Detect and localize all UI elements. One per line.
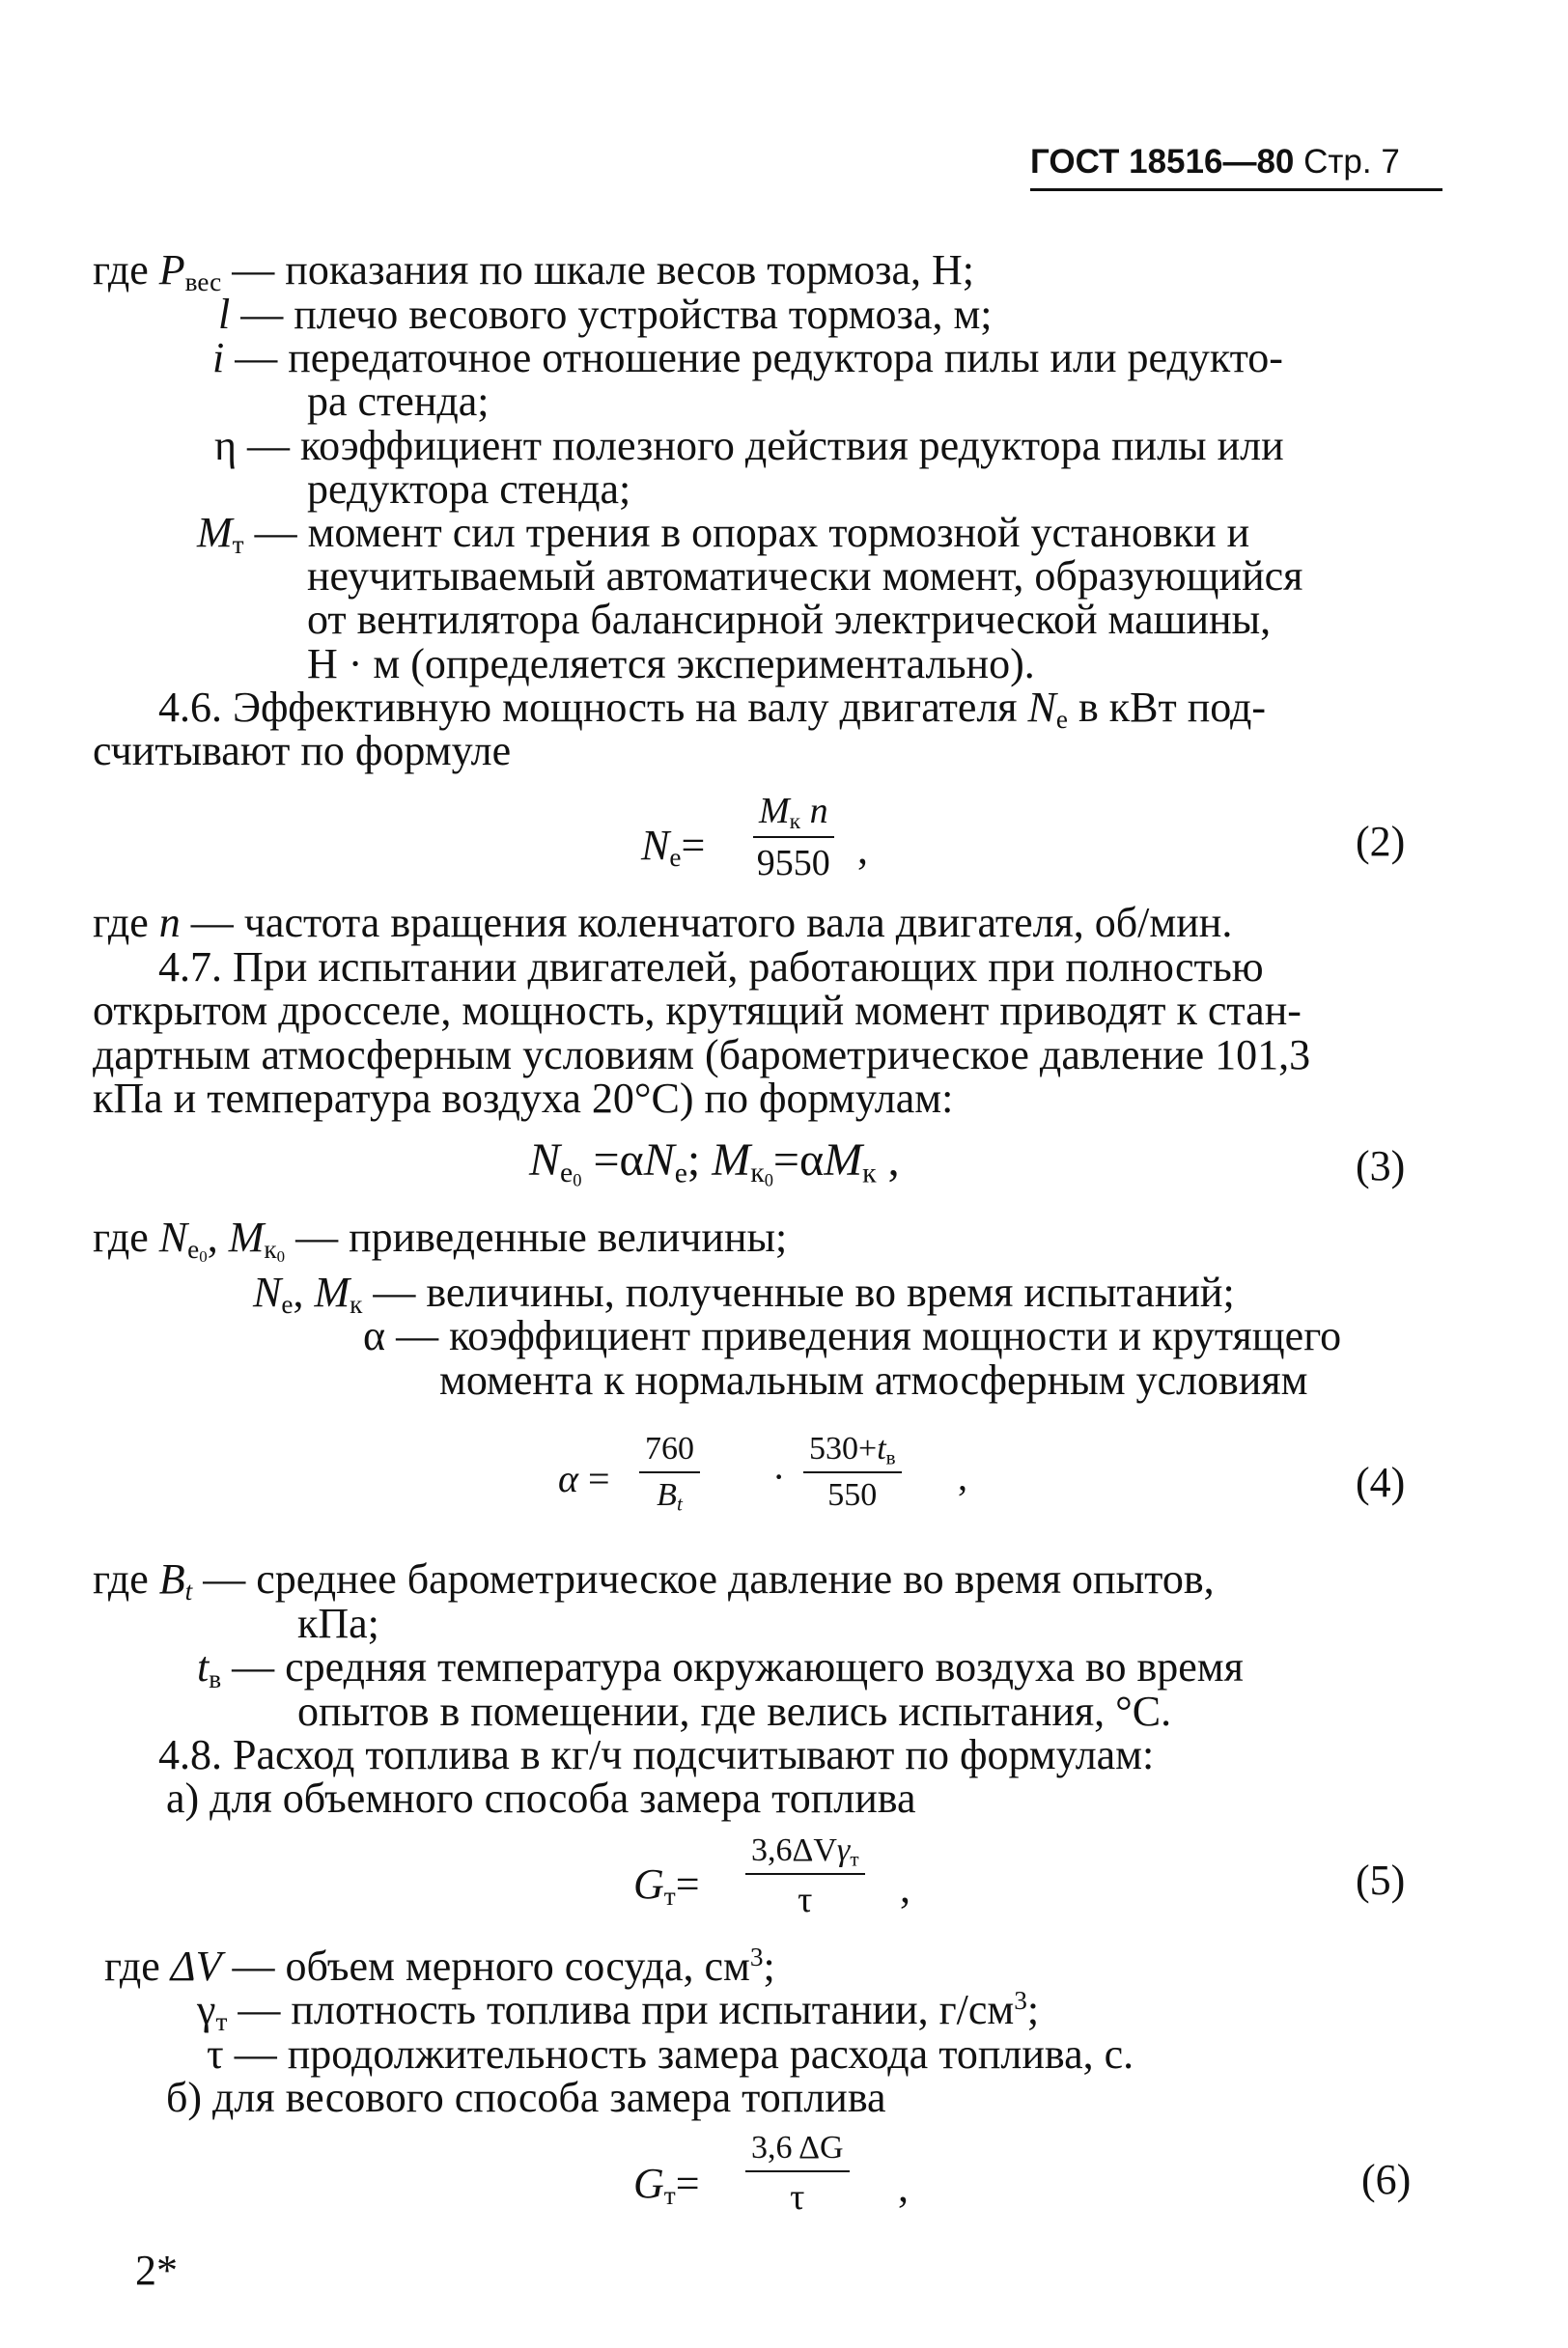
equation-number-5: (5) xyxy=(1356,1857,1406,1904)
section-4-8-b: б) для весового способа замера топлива xyxy=(166,2074,886,2121)
formula-5-numerator: 3,6ΔVγ$_т$ xyxy=(751,1832,859,1871)
formula-2-numerator: $M_к$ n xyxy=(759,791,828,834)
section-4-7-line2: открытом дросселе, мощность, крутящий момент приводят к стан- xyxy=(93,987,1302,1034)
standard-number: ГОСТ 18516—80 xyxy=(1030,143,1295,181)
formula-4-fraction-1 xyxy=(639,1431,700,1514)
section-4-8-line2: а) для объемного способа замера топлива xyxy=(166,1775,916,1822)
def-delta-v: где ΔV — объем мерного сосуда, $см^3$; xyxy=(104,1943,775,1990)
def-i: i — передаточное отношение редуктора пилы или редукто- xyxy=(212,334,1283,381)
def-tv-cont: опытов в помещении, где велись испытания, °С. xyxy=(297,1688,1172,1735)
formula-2-denominator: 9550 xyxy=(756,843,830,883)
section-4-7-line3: дартным атмосферным условиям (барометрическое давление 101,3 xyxy=(93,1031,1311,1078)
formula-4-lhs: α = xyxy=(558,1457,610,1500)
footer-signature-mark: 2* xyxy=(135,2247,178,2294)
formula-6-fraction xyxy=(745,2130,850,2219)
formula-4-dot: · xyxy=(772,1455,786,1498)
def-l: l — плечо весового устройства тормоза, м; xyxy=(218,291,993,338)
def-alpha-cont: момента к нормальным атмосферным условиям xyxy=(439,1356,1308,1404)
formula-5-lhs: $G_т=$ xyxy=(633,1860,700,1911)
section-4-7-line4: кПа и температура воздуха 20°С) по формулам: xyxy=(93,1075,954,1122)
page-number: Стр. 7 xyxy=(1303,143,1400,181)
def-tau: τ — продолжительность замера расхода топлива, с. xyxy=(207,2030,1134,2078)
equation-number-2: (2) xyxy=(1356,818,1406,865)
formula-4-fraction-2 xyxy=(803,1431,902,1514)
formula-2-fraction xyxy=(753,790,834,884)
def-p-ves: где $P_{вес}$ — показания по шкале весов тормоза, Н; xyxy=(93,246,975,296)
section-4-6-line1: 4.6. Эффективную мощность на валу двигателя $N_e$ в кВт под- xyxy=(158,684,1267,734)
def-eta-cont: редуктора стенда; xyxy=(307,465,631,513)
def-n: где n — частота вращения коленчатого вала двигателя, об/мин. xyxy=(93,899,1233,946)
formula-5-comma: , xyxy=(900,1864,910,1912)
formula-3: $N_{e_0} =\alpha N_e$; $M_{к_0}=\alpha M_к$ , xyxy=(529,1134,900,1191)
def-bt: где $B_t$ — среднее барометрическое давление во время опытов, xyxy=(93,1555,1215,1606)
formula-6-lhs: $G_т=$ xyxy=(633,2160,700,2210)
def-mt-cont-3: Н · м (определяется экспериментально). xyxy=(307,640,1035,687)
section-4-8-line1: 4.8. Расход топлива в кг/ч подсчитывают по формулам: xyxy=(158,1731,1155,1778)
def-mt: $M_т$ — момент сил трения в опорах тормозной установки и xyxy=(197,509,1250,559)
def-i-cont: ра стенда; xyxy=(307,377,490,425)
equation-number-3: (3) xyxy=(1356,1142,1406,1189)
def-mt-cont-1: неучитываемый автоматически момент, образующийся xyxy=(307,552,1303,600)
header-rule xyxy=(1030,188,1442,191)
formula-6-denominator: τ xyxy=(790,2177,805,2218)
formula-5-denominator: τ xyxy=(798,1880,813,1920)
equation-number-6: (6) xyxy=(1361,2156,1412,2203)
formula-4-den-2: 550 xyxy=(827,1477,878,1513)
def-eta: η — коэффициент полезного действия редуктора пилы или xyxy=(214,422,1284,469)
def-measured-values: $N_e$, $M_к$ — величины, полученные во время испытаний; xyxy=(253,1269,1235,1319)
def-reduced-values: где $N_{e_0}$, $M_{к_0}$ — приведенные величины; xyxy=(93,1214,788,1267)
formula-5-fraction xyxy=(745,1832,865,1921)
formula-4-num-2: $530+t_в$ xyxy=(809,1431,896,1469)
formula-6-numerator: 3,6 ΔG xyxy=(751,2130,844,2166)
def-bt-cont: кПа; xyxy=(297,1600,379,1647)
section-4-6-line2: считывают по формуле xyxy=(93,727,512,774)
formula-2-comma: , xyxy=(857,825,868,873)
formula-4-comma: , xyxy=(958,1455,967,1498)
formula-4-den-1: $B_t$ xyxy=(657,1477,683,1516)
formula-2-lhs: $N_e=$ xyxy=(641,822,706,872)
def-mt-cont-2: от вентилятора балансирной электрической машины, xyxy=(307,596,1272,643)
page-header xyxy=(1030,143,1400,182)
def-tv: $t_в$ — средняя температура окружающего воздуха во время xyxy=(197,1643,1244,1693)
formula-4-num-1: 760 xyxy=(645,1431,694,1467)
def-alpha: α — коэффициент приведения мощности и крутящего xyxy=(363,1312,1342,1359)
def-gamma: $\gamma_т$ — плотность топлива при испытании, $г/см^3$; xyxy=(197,1986,1040,2036)
equation-number-4: (4) xyxy=(1356,1459,1406,1506)
section-4-7-line1: 4.7. При испытании двигателей, работающих при полностью xyxy=(158,943,1264,991)
formula-6-comma: , xyxy=(898,2164,909,2211)
